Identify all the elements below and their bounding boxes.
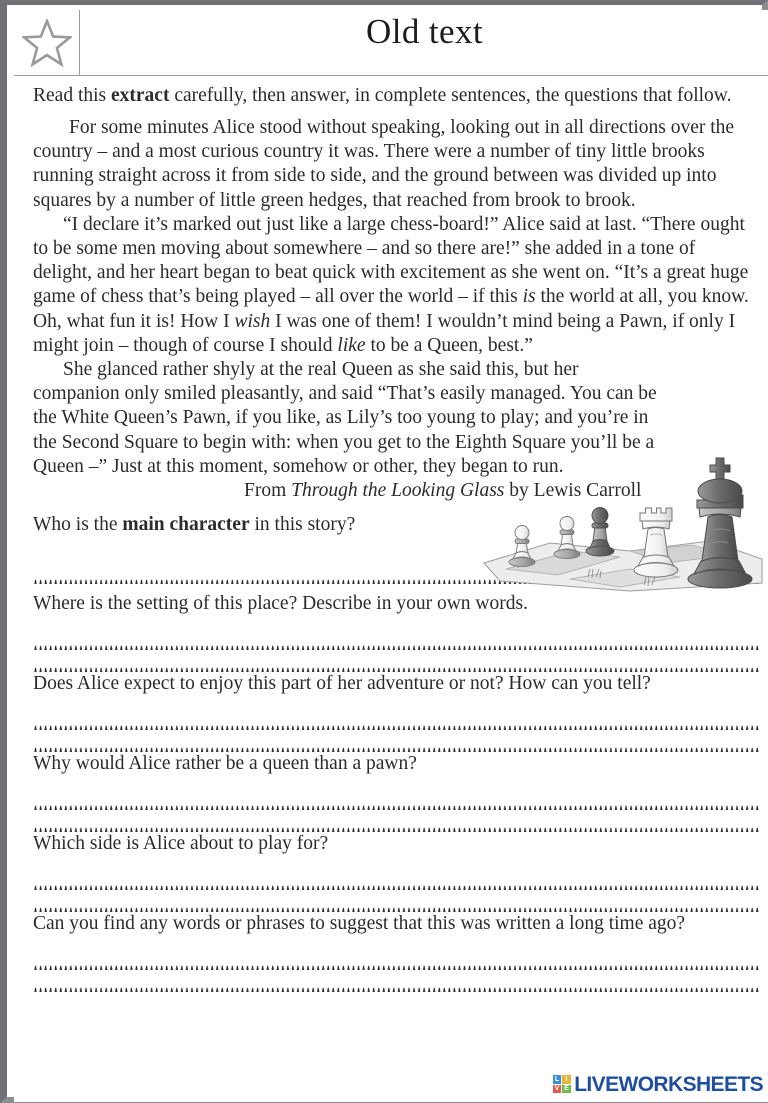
questions-section [33,513,759,992]
extract-attribution [33,479,759,503]
answer-line[interactable] [33,628,759,650]
attribution-book-title: Through the Looking Glass [291,480,505,502]
answer-gap [33,775,759,788]
attribution-suffix: by Lewis Carroll [504,480,642,502]
liveworksheets-mark-icon [552,1075,571,1094]
liveworksheets-wordmark: LIVEWORKSHEETS [574,1072,763,1096]
extract-p2-italic-2: wish [234,310,271,332]
extract-p2-italic-1: is [522,286,536,308]
extract-p2-text-3: I was one of them! I wouldn’t mind being a Pawn, if only I might join – though of course I should [33,310,736,356]
question-6: Can you find any words or phrases to suggest that this was written a long time ago? [33,913,686,935]
answer-gap [33,695,759,708]
question-5: Which side is Alice about to play for? [33,833,329,855]
instruction-line [33,84,759,107]
reading-extract [33,116,759,503]
answer-gap [33,935,759,948]
answer-line[interactable] [33,730,759,752]
question-1-keyword: main character [122,514,250,536]
lw-cell-e: E [564,1085,569,1093]
star-icon [22,19,72,67]
instruction-suffix: carefully, then answer, in complete sentences, the questions that follow. [169,85,732,106]
question-block-5 [33,832,759,912]
question-block-1 [33,513,759,584]
header-divider [80,75,768,77]
answer-line[interactable] [33,890,759,912]
extract-paragraph-1: For some minutes Alice stood without speaking, looking out in all directions over the country – and a most curious country it was. There were a number of tiny little brooks running straight across it from side to side, and the ground between was divided up into squares by a number of little green hedges, that reached from brook to brook. [33,117,735,211]
answer-line[interactable] [33,708,759,730]
worksheet-header [14,10,768,76]
question-1-prefix: Who is the [33,514,123,536]
liveworksheets-logo[interactable] [552,1073,763,1095]
question-1-suffix: in this story? [249,514,356,536]
instruction-prefix: Read this [33,85,111,106]
question-4: Why would Alice rather be a queen than a pawn? [33,753,417,775]
lw-cell-l: L [553,1075,562,1084]
attribution-prefix: From [244,480,292,502]
extract-paragraph-2 [33,213,759,358]
answer-gap [33,536,759,562]
worksheet-page [14,10,768,1102]
question-block-6 [33,912,759,992]
answer-line[interactable] [33,948,759,970]
lw-cell-v: V [554,1085,560,1093]
extract-p2-text-4: to be a Queen, best.” [365,334,533,356]
answer-line[interactable] [33,868,759,890]
page-title: Old text [366,12,483,51]
answer-line[interactable] [33,788,759,810]
question-1 [33,513,759,536]
section-spacer [33,584,759,592]
answer-line[interactable] [33,810,759,832]
star-badge [14,10,80,76]
answer-line[interactable] [33,650,759,672]
question-block-3 [33,672,759,752]
question-block-2 [33,592,759,672]
question-2: Where is the setting of this place? Describe in your own words. [33,593,528,615]
instruction-keyword: extract [111,85,170,106]
lw-cell-i: I [562,1075,571,1084]
answer-line[interactable] [33,970,759,992]
extract-p2-italic-3: like [337,334,366,356]
answer-gap [33,615,759,628]
answer-gap [33,855,759,868]
worksheet-content [33,84,759,992]
question-3: Does Alice expect to enjoy this part of her adventure or not? How can you tell? [33,673,651,695]
answer-line[interactable] [33,562,759,584]
question-block-4 [33,752,759,832]
extract-p2-text-2: the world at all, you know. Oh, what fun it is! How I [33,286,749,332]
extract-paragraph-3: She glanced rather shyly at the real Queen as she said this, but her companion only smiled pleasantly, and said “That’s easily managed. You can be the White Queen’s Pawn, if you like, as Lily’s too young to play; and you’re in the Second Square to begin with: when you get to the Eighth Square you’ll be a Queen –” Just at this moment, somehow or other, they began to run. [33,359,657,477]
extract-p2-text-1: “I declare it’s marked out just like a large chess-board!” Alice said at last. “There ought to be some men moving about somewhere – and so there are!” she added in a tone of delight, and her heart began to beat quick with excitement as she went on. “It’s a great huge game of chess that’s being played – all over the world – if this [33,213,749,308]
